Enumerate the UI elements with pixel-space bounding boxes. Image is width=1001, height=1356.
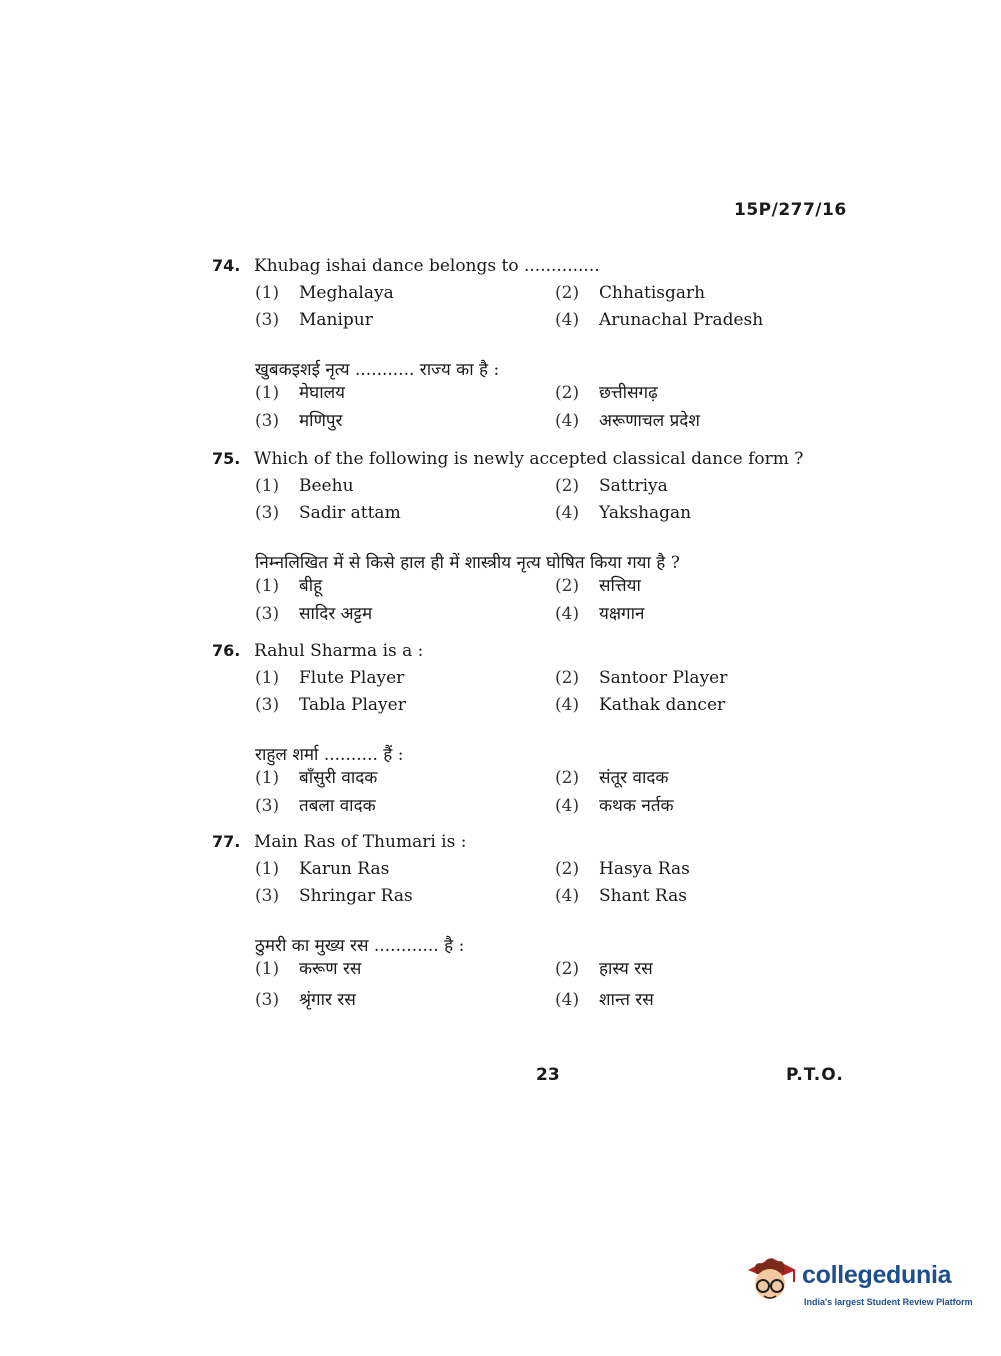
options-english: [255, 859, 832, 914]
option-4: (4) Kathak dancer: [555, 695, 726, 715]
option-1: (1) बीहू: [255, 576, 323, 596]
paper-code: 15P/277/16: [734, 200, 847, 220]
option-3: (3) Shringar Ras: [255, 886, 413, 906]
option-3: (3) Sadir attam: [255, 503, 401, 523]
question-number: 74.: [212, 256, 241, 275]
option-3: (3) Manipur: [255, 310, 373, 330]
options-english: [255, 283, 832, 338]
question-77: [212, 832, 832, 1014]
option-3: (3) Tabla Player: [255, 695, 406, 715]
brand-name: collegedunia: [802, 1261, 952, 1289]
options-hindi: [255, 573, 832, 631]
option-1: (1) Meghalaya: [255, 283, 394, 303]
option-4: (4) शान्त रस: [555, 990, 654, 1010]
option-4: (4) कथक नर्तक: [555, 796, 674, 816]
option-3: (3) सादिर अट्टम: [255, 604, 373, 624]
option-2: (2) Sattriya: [555, 476, 668, 496]
option-2: (2) सत्तिया: [555, 576, 641, 596]
question-text-english: Main Ras of Thumari is :: [254, 832, 467, 852]
option-1: (1) मेघालय: [255, 383, 346, 403]
question-74: [212, 256, 832, 438]
collegedunia-logo-icon: [742, 1250, 800, 1308]
option-4: (4) Shant Ras: [555, 886, 687, 906]
options-hindi: [255, 765, 832, 823]
option-3: (3) मणिपुर: [255, 411, 343, 431]
question-text-english: Which of the following is newly accepted classical dance form ?: [254, 449, 804, 469]
question-text-hindi: निम्नलिखित में से किसे हाल ही में शास्त्रीय नृत्य घोषित किया गया है ?: [255, 553, 680, 573]
question-text-english: Rahul Sharma is a :: [254, 641, 424, 661]
question-75: [212, 449, 832, 631]
question-number: 77.: [212, 832, 241, 851]
option-2: (2) छत्तीसगढ़: [555, 383, 658, 403]
option-3: (3) श्रृंगार रस: [255, 990, 356, 1010]
question-text-hindi: ठुमरी का मुख्य रस ............ है :: [255, 936, 465, 956]
brand-watermark: [742, 1250, 972, 1320]
option-4: (4) Yakshagan: [555, 503, 692, 523]
option-4: (4) अरूणाचल प्रदेश: [555, 411, 700, 431]
question-number: 75.: [212, 449, 241, 468]
question-76: [212, 641, 832, 823]
question-text-hindi: राहुल शर्मा .......... हैं :: [255, 745, 404, 765]
question-text-hindi: खुबकइशई नृत्य ........... राज्य का है :: [255, 360, 500, 380]
option-1: (1) बाँसुरी वादक: [255, 768, 378, 788]
option-2: (2) Santoor Player: [555, 668, 728, 688]
option-1: (1) Flute Player: [255, 668, 405, 688]
option-4: (4) यक्षगान: [555, 604, 645, 624]
page-number: 23: [536, 1065, 560, 1085]
option-4: (4) Arunachal Pradesh: [555, 310, 764, 330]
option-2: (2) Chhatisgarh: [555, 283, 706, 303]
pto-label: P.T.O.: [786, 1065, 844, 1085]
options-hindi: [255, 380, 832, 438]
option-2: (2) संतूर वादक: [555, 768, 669, 788]
option-1: (1) Karun Ras: [255, 859, 390, 879]
question-text-english: Khubag ishai dance belongs to ..............: [254, 256, 600, 276]
options-english: [255, 476, 832, 531]
options-hindi: [255, 956, 832, 1014]
options-english: [255, 668, 832, 723]
brand-tagline: India's largest Student Review Platform: [804, 1297, 973, 1307]
option-2: (2) Hasya Ras: [555, 859, 690, 879]
option-2: (2) हास्य रस: [555, 959, 653, 979]
question-number: 76.: [212, 641, 241, 660]
option-1: (1) करूण रस: [255, 959, 362, 979]
option-1: (1) Beehu: [255, 476, 354, 496]
option-3: (3) तबला वादक: [255, 796, 376, 816]
